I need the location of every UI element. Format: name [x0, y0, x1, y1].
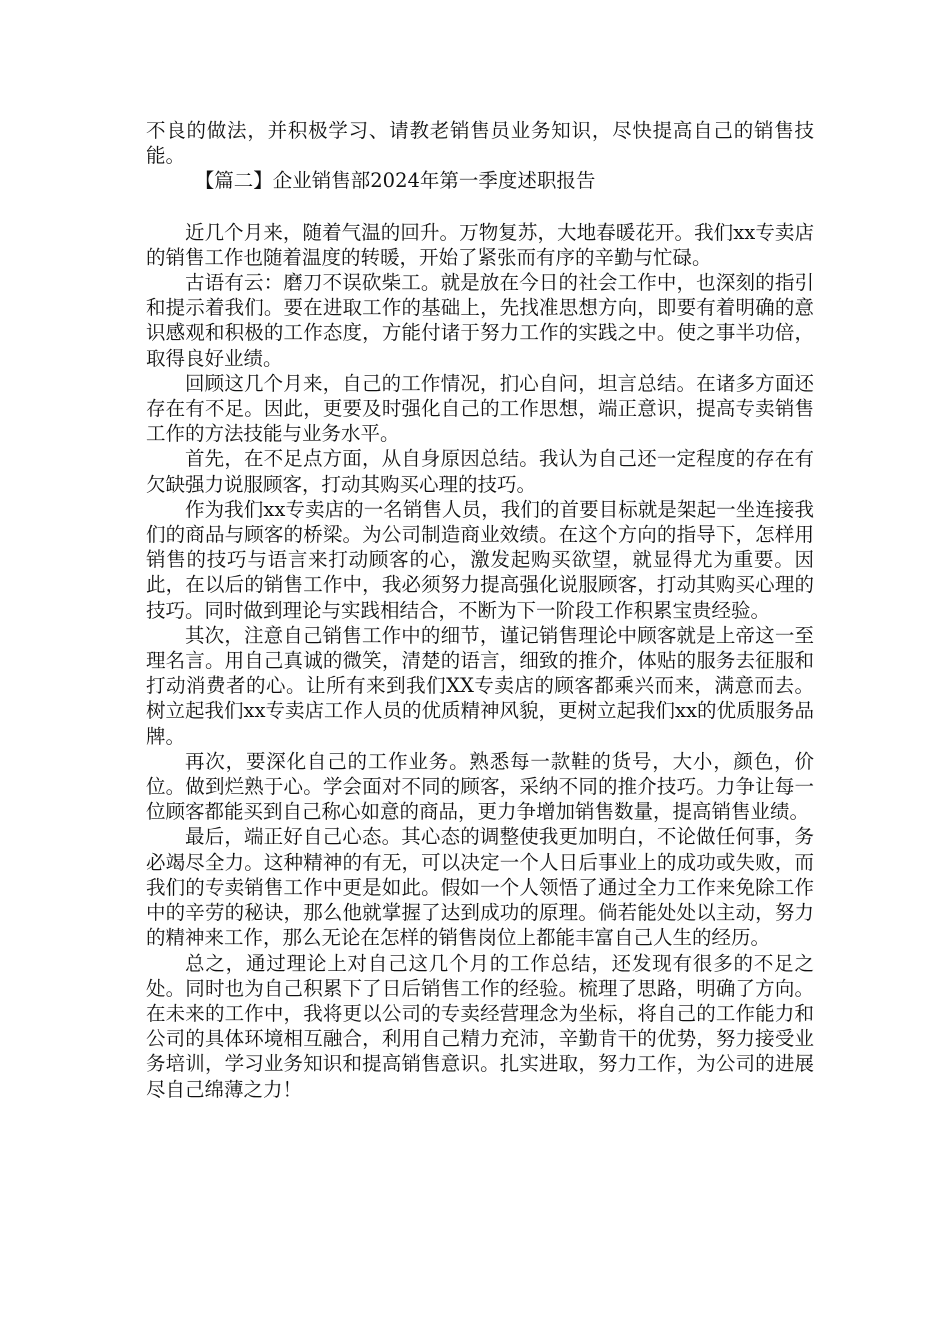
- body-paragraph-6: 其次，注意自己销售工作中的细节，谨记销售理论中顾客就是上帝这一至理名言。用自己真诚的微笑，清楚的语言，细致的推介，体贴的服务去征服和打动消费者的心。让所有来到我们XX专卖店的顾客都乘兴而来，满意而去。树立起我们xx专卖店工作人员的优质精神风貌，更树立起我们xx的优质服务品牌。: [146, 623, 814, 748]
- document-page: [146, 118, 814, 1102]
- section-title: 【篇二】企业销售部2024年第一季度述职报告: [194, 169, 596, 193]
- body-paragraph-4: 首先，在不足点方面，从自身原因总结。我认为自己还一定程度的存在有欠缺强力说服顾客，打动其购买心理的技巧。: [146, 447, 814, 496]
- carryover-paragraph: 不良的做法，并积极学习、请教老销售员业务知识，尽快提高自己的销售技能。: [146, 119, 814, 168]
- body-paragraph-5: 作为我们xx专卖店的一名销售人员，我们的首要目标就是架起一坐连接我们的商品与顾客的桥梁。为公司制造商业效绩。在这个方向的指导下，怎样用销售的技巧与语言来打动顾客的心，激发起购买欲望，就显得尤为重要。因此，在以后的销售工作中，我必须努力提高强化说服顾客，打动其购买心理的技巧。同时做到理论与实践相结合，不断为下一阶段工作积累宝贵经验。: [146, 497, 814, 622]
- body-paragraph-1: 近几个月来，随着气温的回升。万物复苏，大地春暖花开。我们xx专卖店的销售工作也随着温度的转暖，开始了紧张而有序的辛勤与忙碌。: [146, 220, 814, 269]
- body-paragraph-2: 古语有云：磨刀不误砍柴工。就是放在今日的社会工作中，也深刻的指引和提示着我们。要在进取工作的基础上，先找准思想方向，即要有着明确的意识感观和积极的工作态度，方能付诸于努力工作的实践之中。使之事半功倍，取得良好业绩。: [146, 271, 814, 370]
- body-paragraph-8: 最后，端正好自己心态。其心态的调整使我更加明白，不论做任何事，务必竭尽全力。这种精神的有无，可以决定一个人日后事业上的成功或失败，而我们的专卖销售工作中更是如此。假如一个人领悟了通过全力工作来免除工作中的辛劳的秘诀，那么他就掌握了达到成功的原理。倘若能处处以主动，努力的精神来工作，那么无论在怎样的销售岗位上都能丰富自己人生的经历。: [146, 825, 814, 950]
- body-paragraph-3: 回顾这几个月来，自己的工作情况，扪心自问，坦言总结。在诸多方面还存在有不足。因此，更要及时强化自己的工作思想，端正意识，提高专卖销售工作的方法技能与业务水平。: [146, 371, 814, 446]
- body-paragraph-9: 总之，通过理论上对自己这几个月的工作总结，还发现有很多的不足之处。同时也为自己积累下了日后销售工作的经验。梳理了思路，明确了方向。在未来的工作中，我将更以公司的专卖经营理念为坐标，将自己的工作能力和公司的具体环境相互融合，利用自己精力充沛，辛勤肯干的优势，努力接受业务培训，学习业务知识和提高销售意识。扎实进取，努力工作，为公司的进展尽自己绵薄之力！: [146, 951, 814, 1101]
- body-paragraph-7: 再次，要深化自己的工作业务。熟悉每一款鞋的货号，大小，颜色，价位。做到烂熟于心。学会面对不同的顾客，采纳不同的推介技巧。力争让每一位顾客都能买到自己称心如意的商品，更力争增加销售数量，提高销售业绩。: [146, 749, 814, 824]
